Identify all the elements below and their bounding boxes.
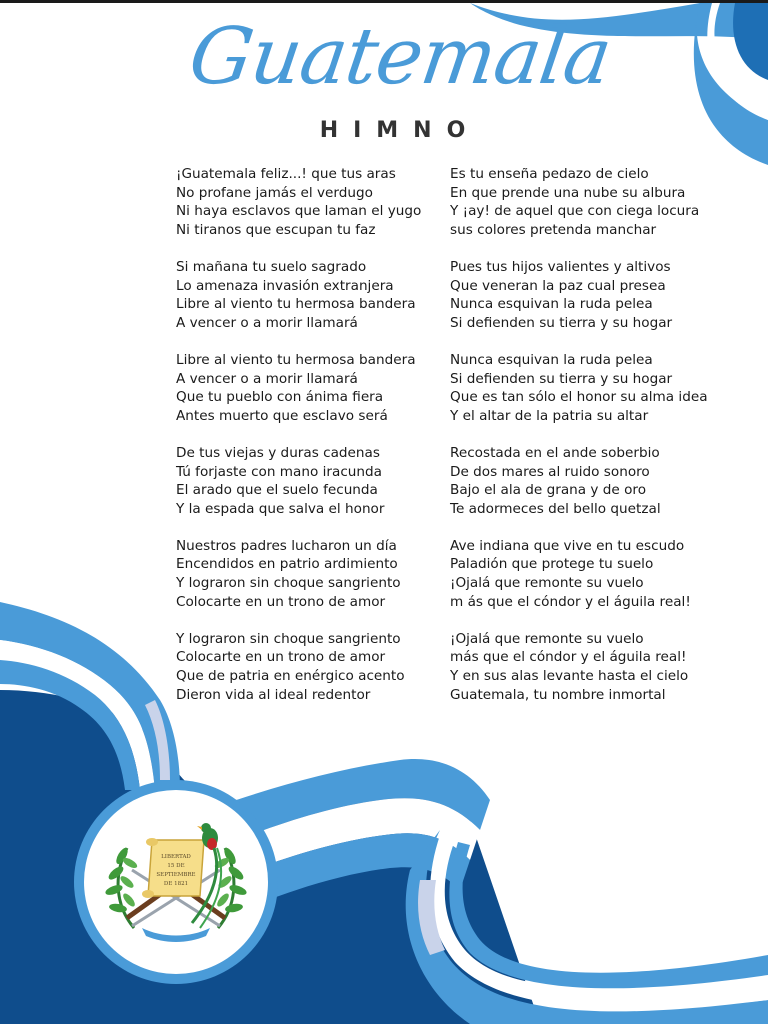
lyric-line: Que tu pueblo con ánima fiera — [176, 389, 384, 406]
lyric-line: Pues tus hijos valientes y altivos — [450, 258, 671, 275]
lyric-line: Y el altar de la patria su altar — [450, 407, 649, 424]
stanza — [176, 444, 466, 518]
lyric-line: m ás que el cóndor y el águila real! — [450, 593, 691, 610]
scroll-text-line: SEPTIEMBRE — [156, 872, 196, 878]
coat-of-arms-emblem — [72, 778, 280, 986]
lyric-line: Libre al viento tu hermosa bandera — [176, 296, 416, 313]
lyric-line: Es tu enseña pedazo de cielo — [450, 166, 649, 182]
lyric-line: Antes muerto que esclavo será — [176, 407, 388, 424]
lyric-line: Y lograron sin choque sangriento — [176, 630, 401, 647]
lyric-line: Y ¡ay! de aquel que con ciega locura — [450, 203, 700, 220]
stanza — [450, 630, 740, 704]
lyric-line: Colocarte en un trono de amor — [176, 649, 386, 666]
scroll-text-line: DE 1821 — [163, 881, 189, 887]
lyric-line: Y la espada que salva el honor — [176, 500, 385, 517]
lyric-line: Nuestros padres lucharon un día — [176, 537, 397, 554]
lyric-line: Dieron vida al ideal redentor — [176, 686, 371, 703]
lyric-line: sus colores pretenda manchar — [450, 221, 657, 238]
stanza — [450, 537, 740, 611]
lyric-line: Tú forjaste con mano iracunda — [176, 463, 382, 480]
stanza — [450, 258, 740, 332]
lyric-line: De dos mares al ruido sonoro — [450, 463, 650, 480]
lyric-line: El arado que el suelo fecunda — [176, 482, 378, 499]
lyric-line: ¡Ojalá que remonte su vuelo — [450, 630, 644, 647]
stanza — [450, 165, 740, 239]
lyric-line: Libre al viento tu hermosa bandera — [176, 351, 416, 368]
lyric-line: Nunca esquivan la ruda pelea — [450, 296, 653, 313]
lyric-line: más que el cóndor y el águila real! — [450, 649, 687, 666]
lyric-line: ¡Guatemala feliz...! que tus aras — [176, 166, 396, 182]
stanza — [176, 537, 466, 611]
lyric-line: Bajo el ala de grana y de oro — [450, 482, 647, 499]
lyric-line: Si defienden su tierra y su hogar — [450, 314, 673, 331]
lyric-line: Paladión que protege tu suelo — [450, 556, 654, 573]
lyric-line: Si mañana tu suelo sagrado — [176, 258, 367, 275]
lyric-line: Que veneran la paz cual presea — [450, 277, 666, 294]
lyric-line: Y lograron sin choque sangriento — [176, 575, 401, 592]
lyric-line: Que de patria en enérgico acento — [176, 668, 405, 685]
stanza — [450, 444, 740, 518]
lyric-line: Ave indiana que vive en tu escudo — [450, 537, 685, 554]
lyric-line: En que prende una nube su albura — [450, 184, 686, 201]
lyric-line: Te adormeces del bello quetzal — [450, 500, 661, 517]
scroll-text-line: LIBERTAD — [161, 854, 191, 860]
lyric-line: A vencer o a morir llamará — [176, 370, 358, 387]
lyric-line: Ni haya esclavos que laman el yugo — [176, 203, 422, 220]
lyric-line: Nunca esquivan la ruda pelea — [450, 351, 653, 368]
parchment-scroll — [142, 838, 204, 898]
lyric-line: Lo amenaza invasión extranjera — [176, 277, 394, 294]
stanza — [176, 351, 466, 425]
lyric-line: Recostada en el ande soberbio — [450, 444, 660, 461]
lyrics-left-column — [176, 165, 466, 723]
lyric-line: ¡Ojalá que remonte su vuelo — [450, 575, 644, 592]
lyric-line: Que es tan sólo el honor su alma idea — [450, 389, 708, 406]
lyric-line: Encendidos en patrio ardimiento — [176, 556, 398, 573]
lyric-line: De tus viejas y duras cadenas — [176, 444, 380, 461]
stanza — [176, 630, 466, 704]
lyric-line: Si defienden su tierra y su hogar — [450, 370, 673, 387]
lyric-line: Y en sus alas levante hasta el cielo — [450, 668, 689, 685]
lyric-line: Ni tiranos que escupan tu faz — [176, 221, 376, 238]
page-subtitle: HIMNO — [319, 118, 481, 143]
stanza — [450, 351, 740, 425]
bottom-right-ribbon — [406, 820, 768, 1024]
page-title: Guatemala — [183, 12, 617, 102]
stanza — [176, 258, 466, 332]
lyric-line: A vencer o a morir llamará — [176, 314, 358, 331]
stanza — [176, 165, 466, 239]
lyric-line: No profane jamás el verdugo — [176, 184, 373, 201]
lyric-line: Colocarte en un trono de amor — [176, 593, 386, 610]
lyrics-right-column — [450, 165, 740, 723]
lyric-line: Guatemala, tu nombre inmortal — [450, 686, 666, 703]
scroll-text-line: 15 DE — [167, 863, 185, 869]
